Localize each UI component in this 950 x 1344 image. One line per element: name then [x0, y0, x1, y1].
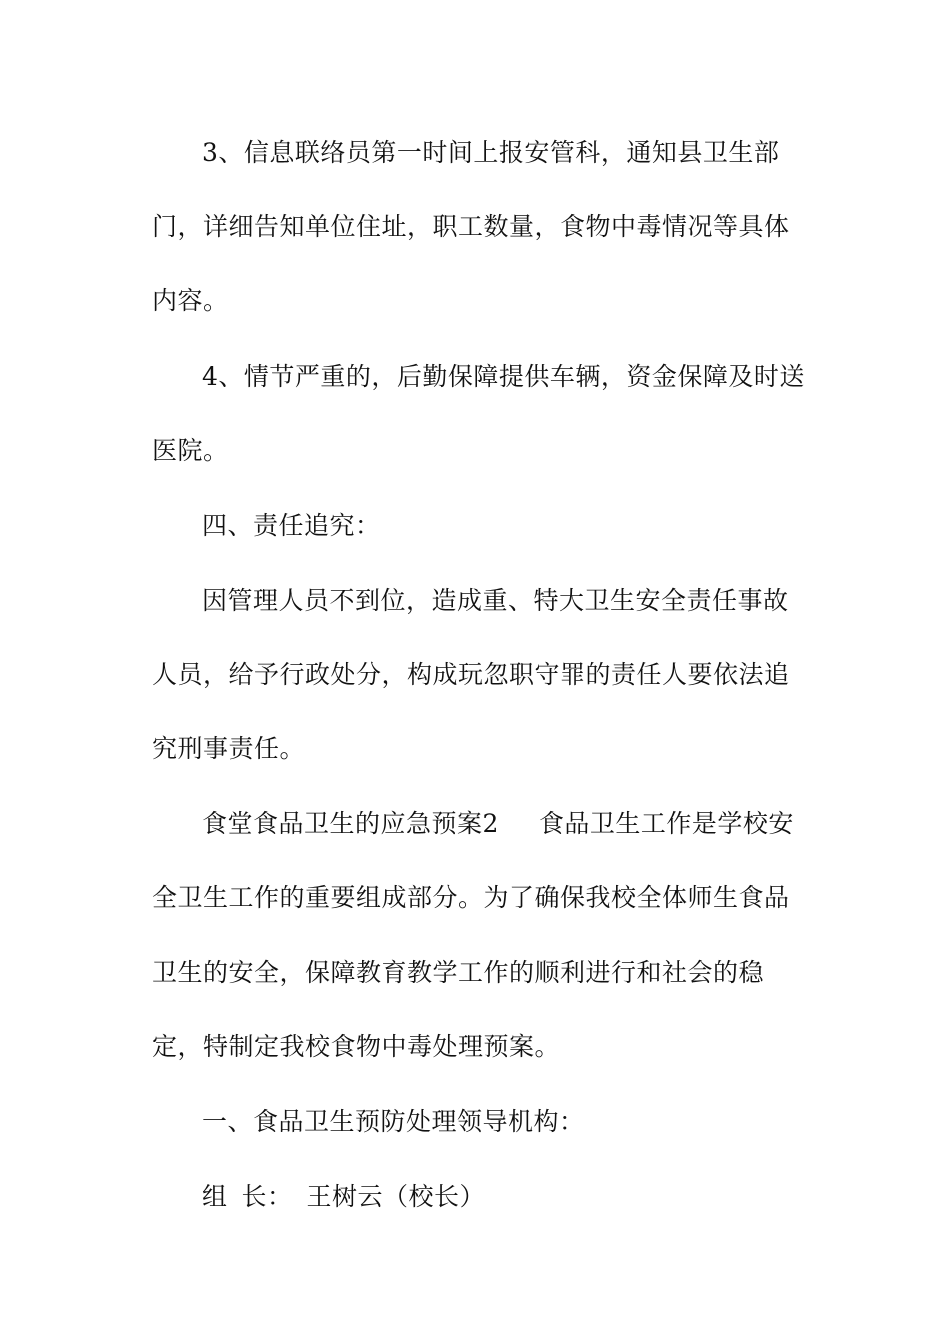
- leader-name: 王树云（校长）: [306, 1182, 486, 1211]
- role-label-part: 长：: [241, 1182, 293, 1211]
- paragraph-line: 全卫生工作的重要组成部分。为了确保我校全体师生食品: [152, 883, 790, 912]
- paragraph-line: 医院。: [152, 436, 229, 465]
- paragraph-line: 3、信息联络员第一时间上报安管科，通知县卫生部: [202, 138, 780, 167]
- leader-line: [202, 1181, 485, 1213]
- paragraph-line: 因管理人员不到位，造成重、特大卫生安全责任事故: [202, 586, 789, 615]
- paragraph-line: 门，详细告知单位住址，职工数量，食物中毒情况等具体: [152, 212, 790, 241]
- document-title: 食堂食品卫生的应急预案2: [202, 809, 499, 838]
- paragraph-line: 内容。: [152, 286, 229, 315]
- paragraph-line: 定，特制定我校食物中毒处理预案。: [152, 1032, 561, 1061]
- role-label-part: 组: [202, 1182, 228, 1211]
- paragraph-line: 卫生的安全，保障教育教学工作的顺利进行和社会的稳: [152, 958, 765, 987]
- section-heading: 一、食品卫生预防处理领导机构：: [202, 1107, 585, 1136]
- paragraph-line: [202, 808, 794, 840]
- paragraph-text: 食品卫生工作是学校安: [538, 809, 794, 838]
- paragraph-line: 人员，给予行政处分，构成玩忽职守罪的责任人要依法追: [152, 660, 790, 689]
- section-heading: 四、责任追究：: [202, 511, 381, 540]
- paragraph-line: 4、情节严重的，后勤保障提供车辆，资金保障及时送: [202, 362, 805, 391]
- paragraph-line: 究刑事责任。: [152, 734, 306, 763]
